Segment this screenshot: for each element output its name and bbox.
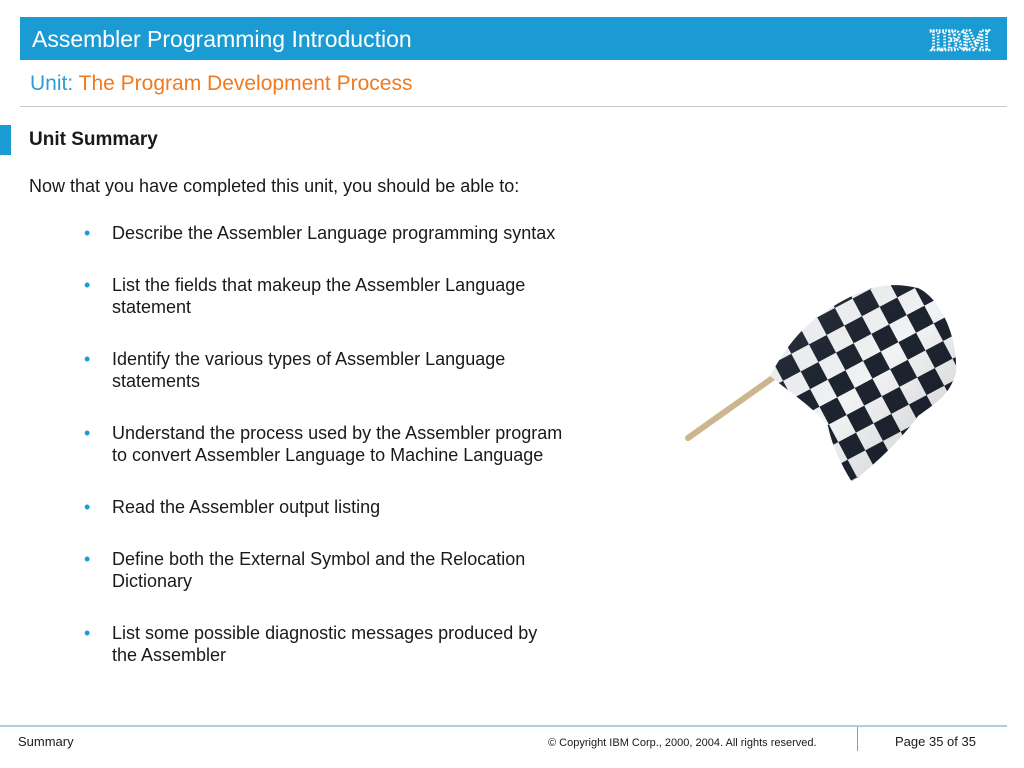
list-item	[84, 274, 624, 318]
svg-text:IBM: IBM	[930, 24, 990, 54]
list-item-text: Read the Assembler output listing	[112, 497, 381, 517]
unit-label: Unit:	[30, 72, 74, 95]
list-item-text: Identify the various types of Assembler Language	[112, 349, 506, 369]
bullet-icon: •	[84, 349, 91, 369]
section-accent-bar	[0, 125, 11, 155]
section-heading: Unit Summary	[29, 129, 158, 150]
list-item-text: the Assembler	[112, 645, 227, 665]
checkered-flag-icon	[682, 276, 964, 488]
intro-text: Now that you have completed this unit, you should be able to:	[29, 176, 520, 196]
unit-name: The Program Development Process	[78, 72, 413, 95]
list-item-text: Dictionary	[112, 571, 193, 591]
bullet-icon: •	[84, 549, 91, 569]
footer-separator	[857, 727, 858, 751]
list-item	[84, 222, 624, 244]
ibm-logo	[927, 24, 993, 54]
bullet-icon: •	[84, 423, 91, 443]
list-item	[84, 622, 624, 666]
bullet-icon: •	[84, 223, 91, 243]
list-item-text: statements	[112, 371, 201, 391]
list-item-text: List the fields that makeup the Assembler Language	[112, 275, 526, 295]
bullet-icon: •	[84, 275, 91, 295]
objectives-list	[84, 222, 624, 696]
copyright-notice: © Copyright IBM Corp., 2000, 2004. All rights reserved.	[548, 737, 817, 749]
list-item	[84, 348, 624, 392]
unit-subtitle	[30, 72, 412, 96]
list-item	[84, 422, 624, 466]
bullet-icon: •	[84, 623, 91, 643]
list-item	[84, 548, 624, 592]
list-item-text: Define both the External Symbol and the Relocation	[112, 549, 526, 569]
bullet-icon: •	[84, 497, 91, 517]
list-item-text: List some possible diagnostic messages produced by	[112, 623, 538, 643]
list-item-text: Understand the process used by the Assembler program	[112, 423, 563, 443]
presentation-title: Assembler Programming Introduction	[32, 26, 412, 52]
list-item-text: Describe the Assembler Language programming syntax	[112, 223, 556, 243]
list-item	[84, 496, 624, 518]
page-number: Page 35 of 35	[895, 734, 976, 749]
footer-divider	[0, 725, 1007, 727]
list-item-text: statement	[112, 297, 192, 317]
footer-section: Summary	[18, 734, 74, 749]
title-bar	[20, 17, 1007, 60]
header-divider	[20, 106, 1007, 107]
list-item-text: to convert Assembler Language to Machine Language	[112, 445, 544, 465]
